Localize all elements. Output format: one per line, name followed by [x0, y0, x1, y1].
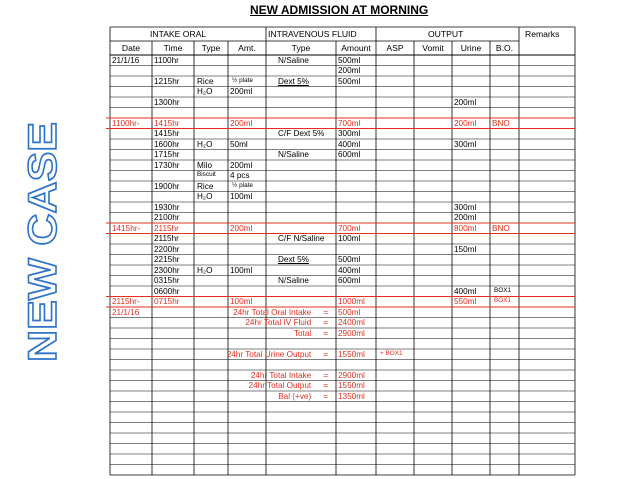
cell-urine: 200ml: [454, 118, 477, 128]
column-header-oral-type: Type: [201, 43, 221, 53]
summary-note: + BOX1: [380, 349, 403, 357]
cell-urine: 300ml: [454, 139, 477, 149]
column-header-time: Time: [163, 43, 183, 53]
cell-iv-amount: 600ml: [338, 150, 361, 159]
cell-date: 21/1/16: [112, 55, 140, 65]
cell-oral-type: Rice: [197, 181, 214, 191]
summary-line: [152, 319, 328, 327]
cell-oral-amt: 200ml: [230, 160, 253, 170]
new-case-vertical-title: [21, 118, 65, 366]
cell-time: 0315hr: [154, 276, 180, 285]
summary-label: 24hr Total Output: [248, 381, 312, 390]
fluid-balance-chart: [110, 27, 575, 479]
cell-iv-amount: 500ml: [338, 55, 361, 65]
cell-bo: BOX1: [494, 297, 512, 304]
column-header-iv-type: Type: [291, 43, 311, 53]
cell-oral-type: H₂O: [197, 87, 213, 96]
cell-iv-amount: 400ml: [338, 139, 361, 149]
cell-time: 0715hr: [154, 297, 180, 306]
cell-time: 0600hr: [154, 286, 180, 296]
summary-value: 500ml: [338, 307, 361, 317]
summary-equals: =: [323, 370, 328, 380]
cell-date: 1100hr-: [112, 118, 140, 128]
cell-iv-amount: 200ml: [338, 66, 361, 75]
summary-equals: =: [323, 381, 328, 390]
cell-time: 1730hr: [154, 160, 180, 170]
cell-iv-type: N/Saline: [278, 150, 309, 159]
cell-time: 1930hr: [154, 202, 180, 212]
summary-value: 2900ml: [338, 370, 365, 380]
summary-label: Total: [293, 328, 312, 338]
cell-oral-type: Rice: [197, 76, 214, 86]
summary-value: 1350ml: [338, 391, 365, 401]
column-header-date: Date: [121, 43, 141, 53]
cell-oral-amt: 100ml: [230, 192, 253, 201]
cell-iv-amount: 500ml: [338, 255, 361, 264]
cell-oral-type: H₂O: [197, 139, 213, 149]
intravenous-fluid-header: INTRAVENOUS FLUID: [268, 29, 357, 39]
cell-iv-amount: 300ml: [338, 129, 361, 138]
output-header: OUTPUT: [428, 29, 464, 39]
summary-equals: =: [323, 307, 328, 317]
cell-urine: 200ml: [454, 97, 477, 107]
summary-equals: =: [323, 328, 328, 338]
cell-time: 2300hr: [154, 265, 180, 275]
summary-line: [152, 372, 328, 380]
summary-line: [152, 382, 328, 390]
column-header-iv-amount: Amount: [341, 43, 371, 53]
intake-oral-header: INTAKE ORAL: [150, 29, 207, 39]
cell-time: 1715hr: [154, 150, 180, 159]
cell-iv-type: C/F N/Saline: [278, 234, 325, 243]
cell-urine: 550ml: [454, 297, 477, 306]
cell-iv-amount: 400ml: [338, 265, 361, 275]
cell-iv-type: C/F Dext 5%: [278, 129, 325, 138]
cell-time: 1100hr: [154, 55, 179, 65]
cell-oral-amt: ½ plate: [232, 181, 253, 189]
cell-oral-amt: ½ plate: [232, 76, 253, 84]
cell-iv-amount: 700ml: [338, 223, 361, 233]
summary-label: 24hr Total Intake: [250, 370, 312, 380]
cell-oral-amt: 50ml: [230, 139, 248, 149]
cell-oral-amt: 100ml: [230, 297, 253, 306]
cell-oral-amt: 4 pcs: [230, 171, 250, 180]
cell-time: 2200hr: [154, 244, 180, 254]
cell-date: 1415hr-: [112, 223, 141, 233]
cell-iv-amount: 1000ml: [338, 297, 365, 306]
summary-line: [152, 393, 328, 401]
column-header-bo: B.O.: [495, 43, 514, 53]
cell-oral-type: H₂O: [197, 192, 213, 201]
column-header-urine: Urine: [460, 43, 482, 53]
remarks-header: Remarks: [525, 29, 560, 39]
cell-iv-type: N/Saline: [278, 276, 309, 285]
summary-line: [152, 351, 328, 359]
cell-iv-amount: 100ml: [338, 234, 361, 243]
cell-oral-amt: 200ml: [230, 118, 253, 128]
cell-bo: BOX1: [494, 286, 512, 294]
cell-oral-amt: 100ml: [230, 265, 253, 275]
cell-time: 1415hr: [154, 118, 180, 128]
cell-time: 2215hr: [154, 255, 180, 264]
cell-time: 1300hr: [154, 97, 180, 107]
summary-label: 24hr Total IV Fluid: [245, 318, 312, 327]
cell-oral-type: Biscuit: [197, 171, 216, 178]
column-header-vomit: Vomit: [422, 43, 444, 53]
column-header-oral-amt: Amt.: [238, 43, 256, 53]
cell-oral-type: Milo: [197, 160, 213, 170]
cell-urine: 150ml: [454, 244, 477, 254]
summary-label: 24hr Total Urine Output: [226, 349, 312, 359]
cell-iv-type: Dext 5%: [278, 255, 309, 264]
summary-value: 1550ml: [338, 349, 365, 359]
cell-urine: 800ml: [454, 223, 477, 233]
summary-label: 24hr Total Oral Intake: [233, 307, 312, 317]
summary-equals: =: [323, 349, 328, 359]
cell-time: 2115hr: [154, 234, 179, 243]
summary-equals: =: [323, 391, 328, 401]
cell-oral-type: H₂O: [197, 265, 213, 275]
cell-time: 2100hr: [154, 213, 180, 222]
cell-iv-type: Dext 5%: [278, 76, 309, 86]
cell-time: 1215hr: [154, 76, 180, 86]
cell-urine: 200ml: [454, 213, 477, 222]
cell-time: 1900hr: [154, 181, 180, 191]
cell-bo: BNO: [492, 223, 510, 233]
summary-value: 2400ml: [338, 318, 365, 327]
cell-iv-amount: 600ml: [338, 276, 361, 285]
cell-iv-amount: 500ml: [338, 76, 361, 86]
column-header-asp: ASP: [386, 43, 404, 53]
document-title: NEW ADMISSION AT MORNING: [250, 3, 429, 17]
cell-oral-amt: 200ml: [230, 87, 253, 96]
cell-bo: BNO: [492, 118, 510, 128]
summary-value: 2900ml: [338, 328, 365, 338]
cell-iv-amount: 700ml: [338, 118, 361, 128]
summary-equals: =: [323, 318, 328, 327]
summary-line: [152, 309, 328, 317]
cell-time: 1600hr: [154, 139, 180, 149]
cell-iv-type: N/Saline: [278, 55, 309, 65]
summary-date: 21/1/16: [112, 307, 140, 317]
summary-label: Bal (+ve): [278, 391, 312, 401]
cell-oral-amt: 200ml: [230, 223, 253, 233]
cell-date: 2115hr-: [112, 297, 140, 306]
new-case-text: NEW CASE: [21, 146, 65, 362]
cell-urine: 300ml: [454, 202, 477, 212]
cell-time: 2115hr: [154, 223, 179, 233]
cell-urine: 400ml: [454, 286, 477, 296]
cell-time: 1415hr: [154, 129, 180, 138]
summary-value: 1550ml: [338, 381, 365, 390]
summary-line: [152, 330, 328, 338]
